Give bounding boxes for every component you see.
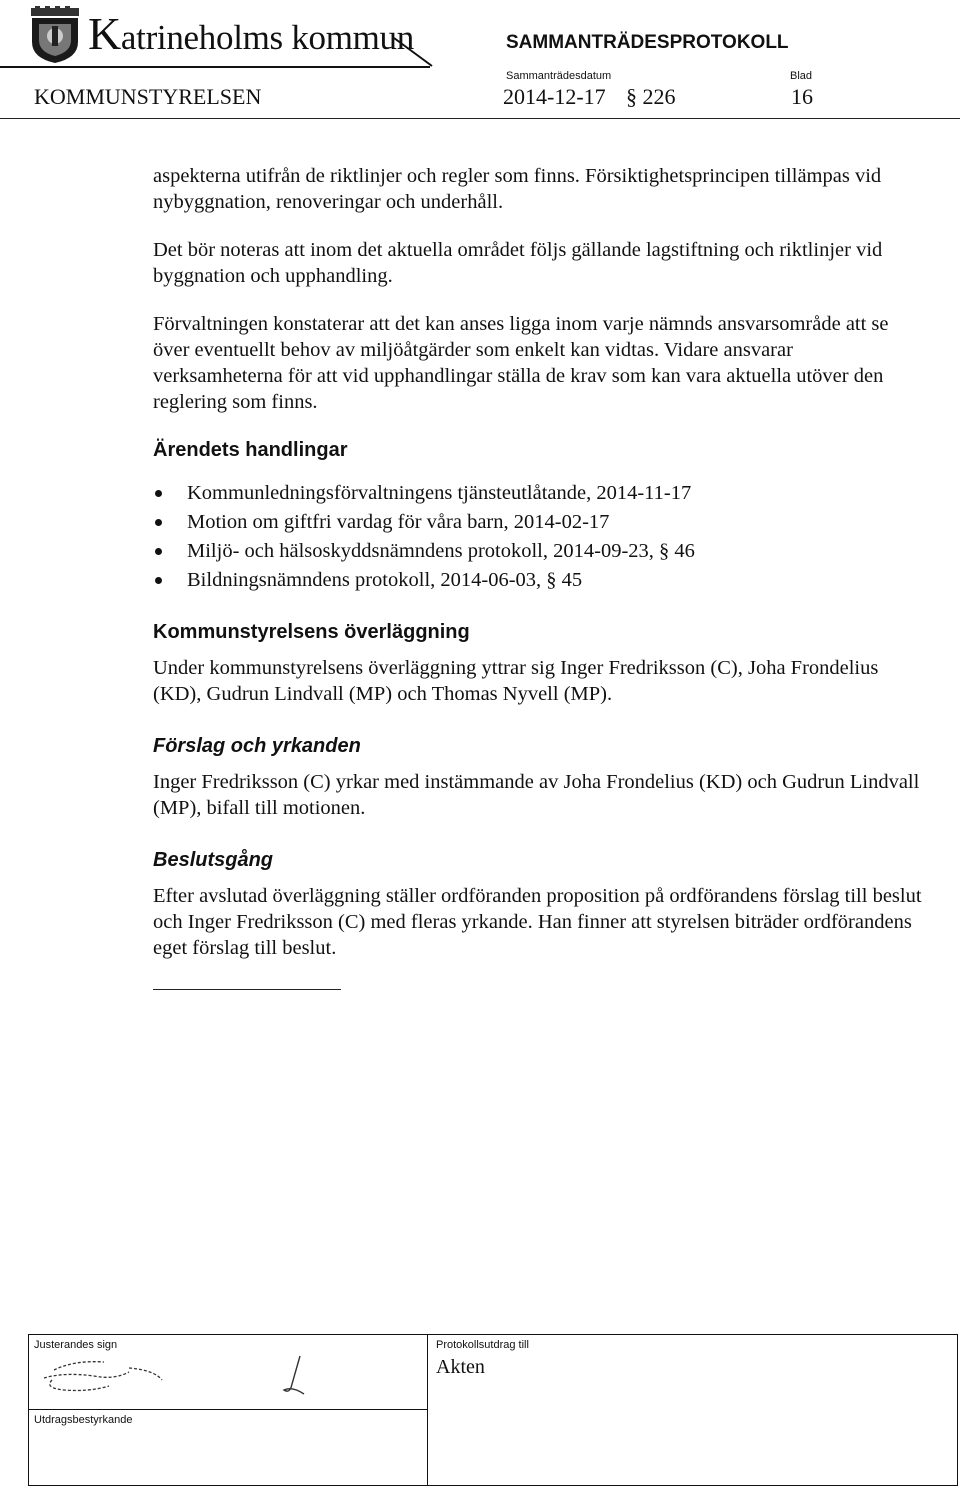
list-item: Motion om giftfri vardag för våra barn, 2014-02-17 (153, 508, 923, 537)
body-paragraph: Under kommunstyrelsens överläggning yttrar sig Inger Fredriksson (C), Joha Frondelius (KD), Gudrun Lindvall (MP) och Thomas Nyvell (MP). (153, 657, 879, 705)
justerandes-sign-label: Justerandes sign (34, 1339, 118, 1351)
meeting-date: 2014-12-17 (503, 84, 606, 109)
brand-swash-icon (392, 34, 452, 74)
list-item: Miljö- och hälsoskyddsnämndens protokoll, 2014-09-23, § 46 (153, 537, 923, 566)
organization-name: KOMMUNSTYRELSEN (34, 84, 262, 109)
page-number: 16 (791, 84, 813, 109)
protokollsutdrag-recipient: Akten (436, 1356, 485, 1378)
list-item: Bildningsnämndens protokoll, 2014-06-03, § 45 (153, 566, 923, 595)
section-heading-forslag: Förslag och yrkanden (153, 735, 361, 757)
municipality-brand: Katrineholms kommun (88, 8, 414, 59)
handwritten-signature-icon (34, 1350, 174, 1406)
list-item: Kommunledningsförvaltningens tjänsteutlåtande, 2014-11-17 (153, 479, 923, 508)
protocol-body (153, 163, 923, 990)
body-paragraph: Inger Fredriksson (C) yrkar med instämmande av Joha Frondelius (KD) och Gudrun Lindvall (MP), bifall till motionen. (153, 771, 920, 819)
signature-box-divider (28, 1409, 428, 1410)
documents-list (153, 479, 923, 595)
body-paragraph: Förvaltningen konstaterar att det kan anses ligga inom varje nämnds ansvarsområde att se över eventuellt behov av miljöåtgärder som enkelt kan vidtas. Vidare ansvarar verksamheterna för att vid upphandlingar ställa de krav som kan vara aktuella utöver den reglering som finns. (153, 313, 889, 413)
body-paragraph: Det bör noteras att inom det aktuella området följs gällande lagstiftning och riktlinjer vid byggnation och upphandling. (153, 239, 883, 287)
body-paragraph: Efter avslutad överläggning ställer ordföranden proposition på ordförandens förslag till beslut och Inger Fredriksson (C) med fleras yrkande. Han finner att styrelsen biträder ordförandens eget förslag till beslut. (153, 885, 922, 959)
page-label: Blad (790, 70, 813, 82)
utdragsbestyrkande-label: Utdragsbestyrkande (34, 1414, 133, 1426)
extract-box (428, 1334, 958, 1486)
section-heading-arendets-handlingar: Ärendets handlingar (153, 439, 348, 461)
body-paragraph: aspekterna utifrån de riktlinjer och regler som finns. Försiktighetsprincipen tillämpas vid nybyggnation, renoveringar och underhåll. (153, 165, 882, 213)
header-divider (0, 118, 960, 119)
section-heading-beslutsgang: Beslutsgång (153, 849, 274, 871)
handwritten-initials-icon (270, 1350, 320, 1406)
document-type-title: SAMMANTRÄDESPROTOKOLL (506, 32, 789, 53)
end-divider (153, 989, 341, 990)
protokollsutdrag-label: Protokollsutdrag till (436, 1339, 529, 1351)
section-heading-overlaggning: Kommunstyrelsens överläggning (153, 621, 470, 643)
brand-underline (0, 66, 430, 68)
meeting-date-label: Sammanträdesdatum (506, 70, 612, 82)
municipal-crest-icon (29, 6, 81, 64)
paragraph-number: § 226 (626, 84, 676, 109)
